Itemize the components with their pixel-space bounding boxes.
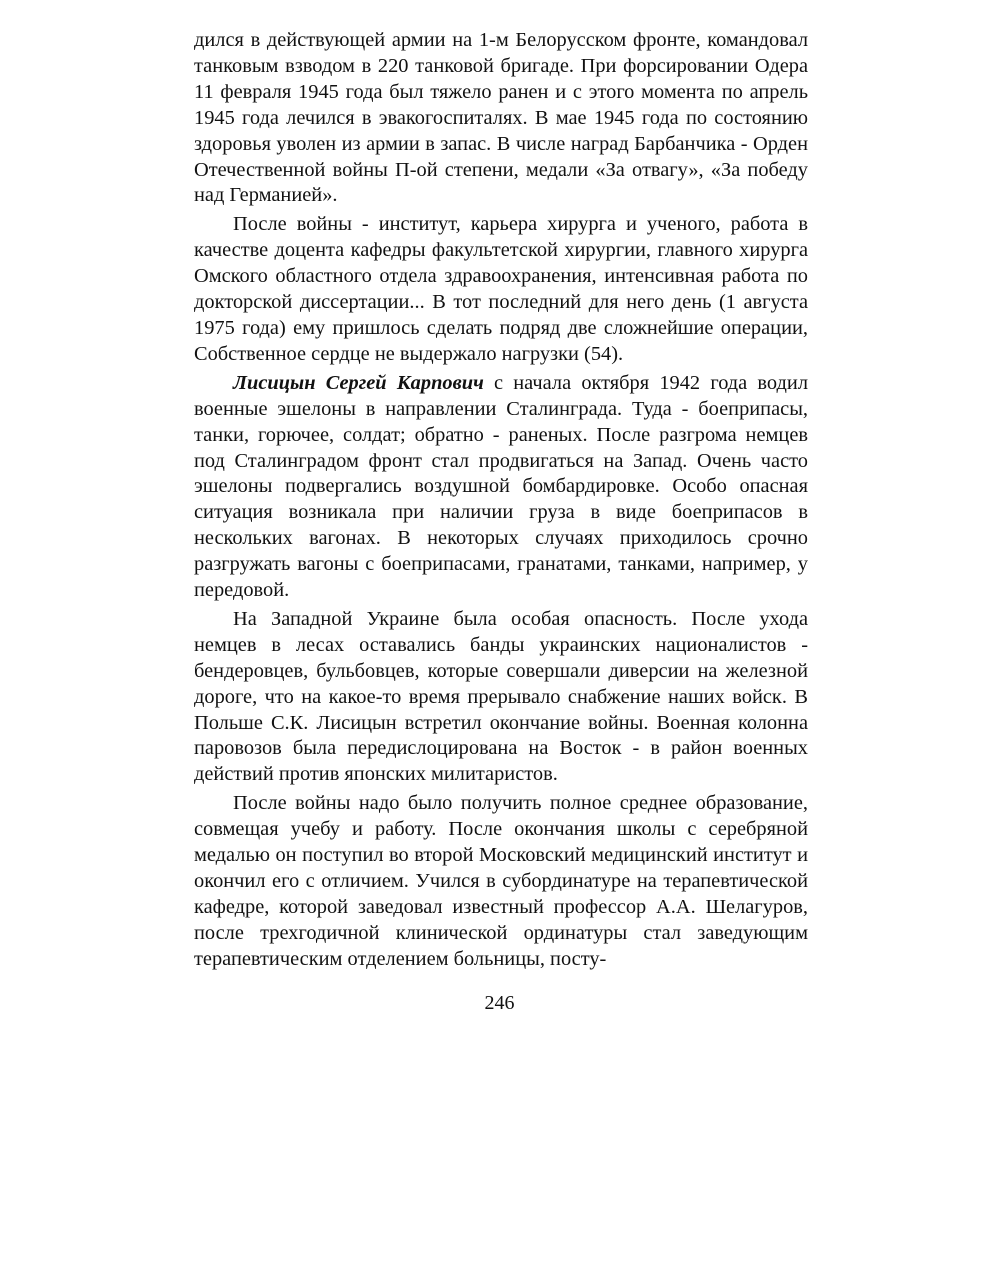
paragraph-5 [194, 791, 808, 972]
paragraph-1-text: дился в действующей армии на 1-м Белорусском фронте, командовал танковым взводом в 220 танковой бригаде. При форсировании Одера 11 февраля 1945 года был тяжело ранен и с этого момента по апрель 1945 года лечился в эвакогоспиталях. В мае 1945 года по состоянию здоровья уволен из армии в запас. В числе наград Барбанчика - Орден Отечественной войны П-ой степени, медали «За отвагу», «За победу над Германией». [194, 29, 808, 207]
paragraph-3-text: с начала октября 1942 года водил военные эшелоны в направлении Сталинграда. Туда - боеприпасы, танки, горючее, солдат; обратно - раненых. После разгрома немцев под Сталинградом фронт стал продвигаться на Запад. Очень часто эшелоны подвергались воздушной бомбардировке. Особо опасная ситуация возникала при наличии груза в виде боеприпасов в нескольких вагонах. В некоторых случаях приходилось срочно разгружать вагоны с боеприпасами, гранатами, танками, например, у передовой. [194, 371, 808, 602]
page-number: 246 [484, 992, 515, 1014]
person-name: Лисицын Сергей Карпович [233, 371, 484, 394]
paragraph-4 [194, 607, 808, 788]
paragraph-4-text: На Западной Украине была особая опасность. После ухода немцев в лесах оставались банды украинских националистов - бендеровцев, бульбовцев, которые совершали диверсии на железной дороге, что на какое-то время прерывало снабжение наших войск. В Польше С.К. Лисицын встретил окончание войны. Военная колонна паровозов была передислоцирована на Восток - в район военных действий против японских милитаристов. [194, 607, 808, 786]
paragraph-2-text: После войны - институт, карьера хирурга и ученого, работа в качестве доцента кафедры факультетской хирургии, главного хирурга Омского областного отдела здравоохранения, интенсивная работа по докторской диссертации... В тот последний для него день (1 августа 1975 года) ему пришлось сделать подряд две сложнейшие операции, Собственное сердце не выдержало нагрузки (54). [194, 213, 808, 365]
paragraph-5-text: После войны надо было получить полное среднее образование, совмещая учебу и работу. После окончания школы с серебряной медалью он поступил во второй Московский медицинский институт и окончил его с отличием. Учился в субординатуре на терапевтической кафедре, которой заведовал известный профессор А.А. Шелагуров, после трехгодичной клинической ординатуры стал заведующим терапевтическим отделением больницы, посту- [194, 792, 808, 970]
document-page [194, 28, 808, 976]
paragraph-1 [194, 28, 808, 209]
paragraph-3 [194, 371, 808, 604]
paragraph-2 [194, 212, 808, 367]
